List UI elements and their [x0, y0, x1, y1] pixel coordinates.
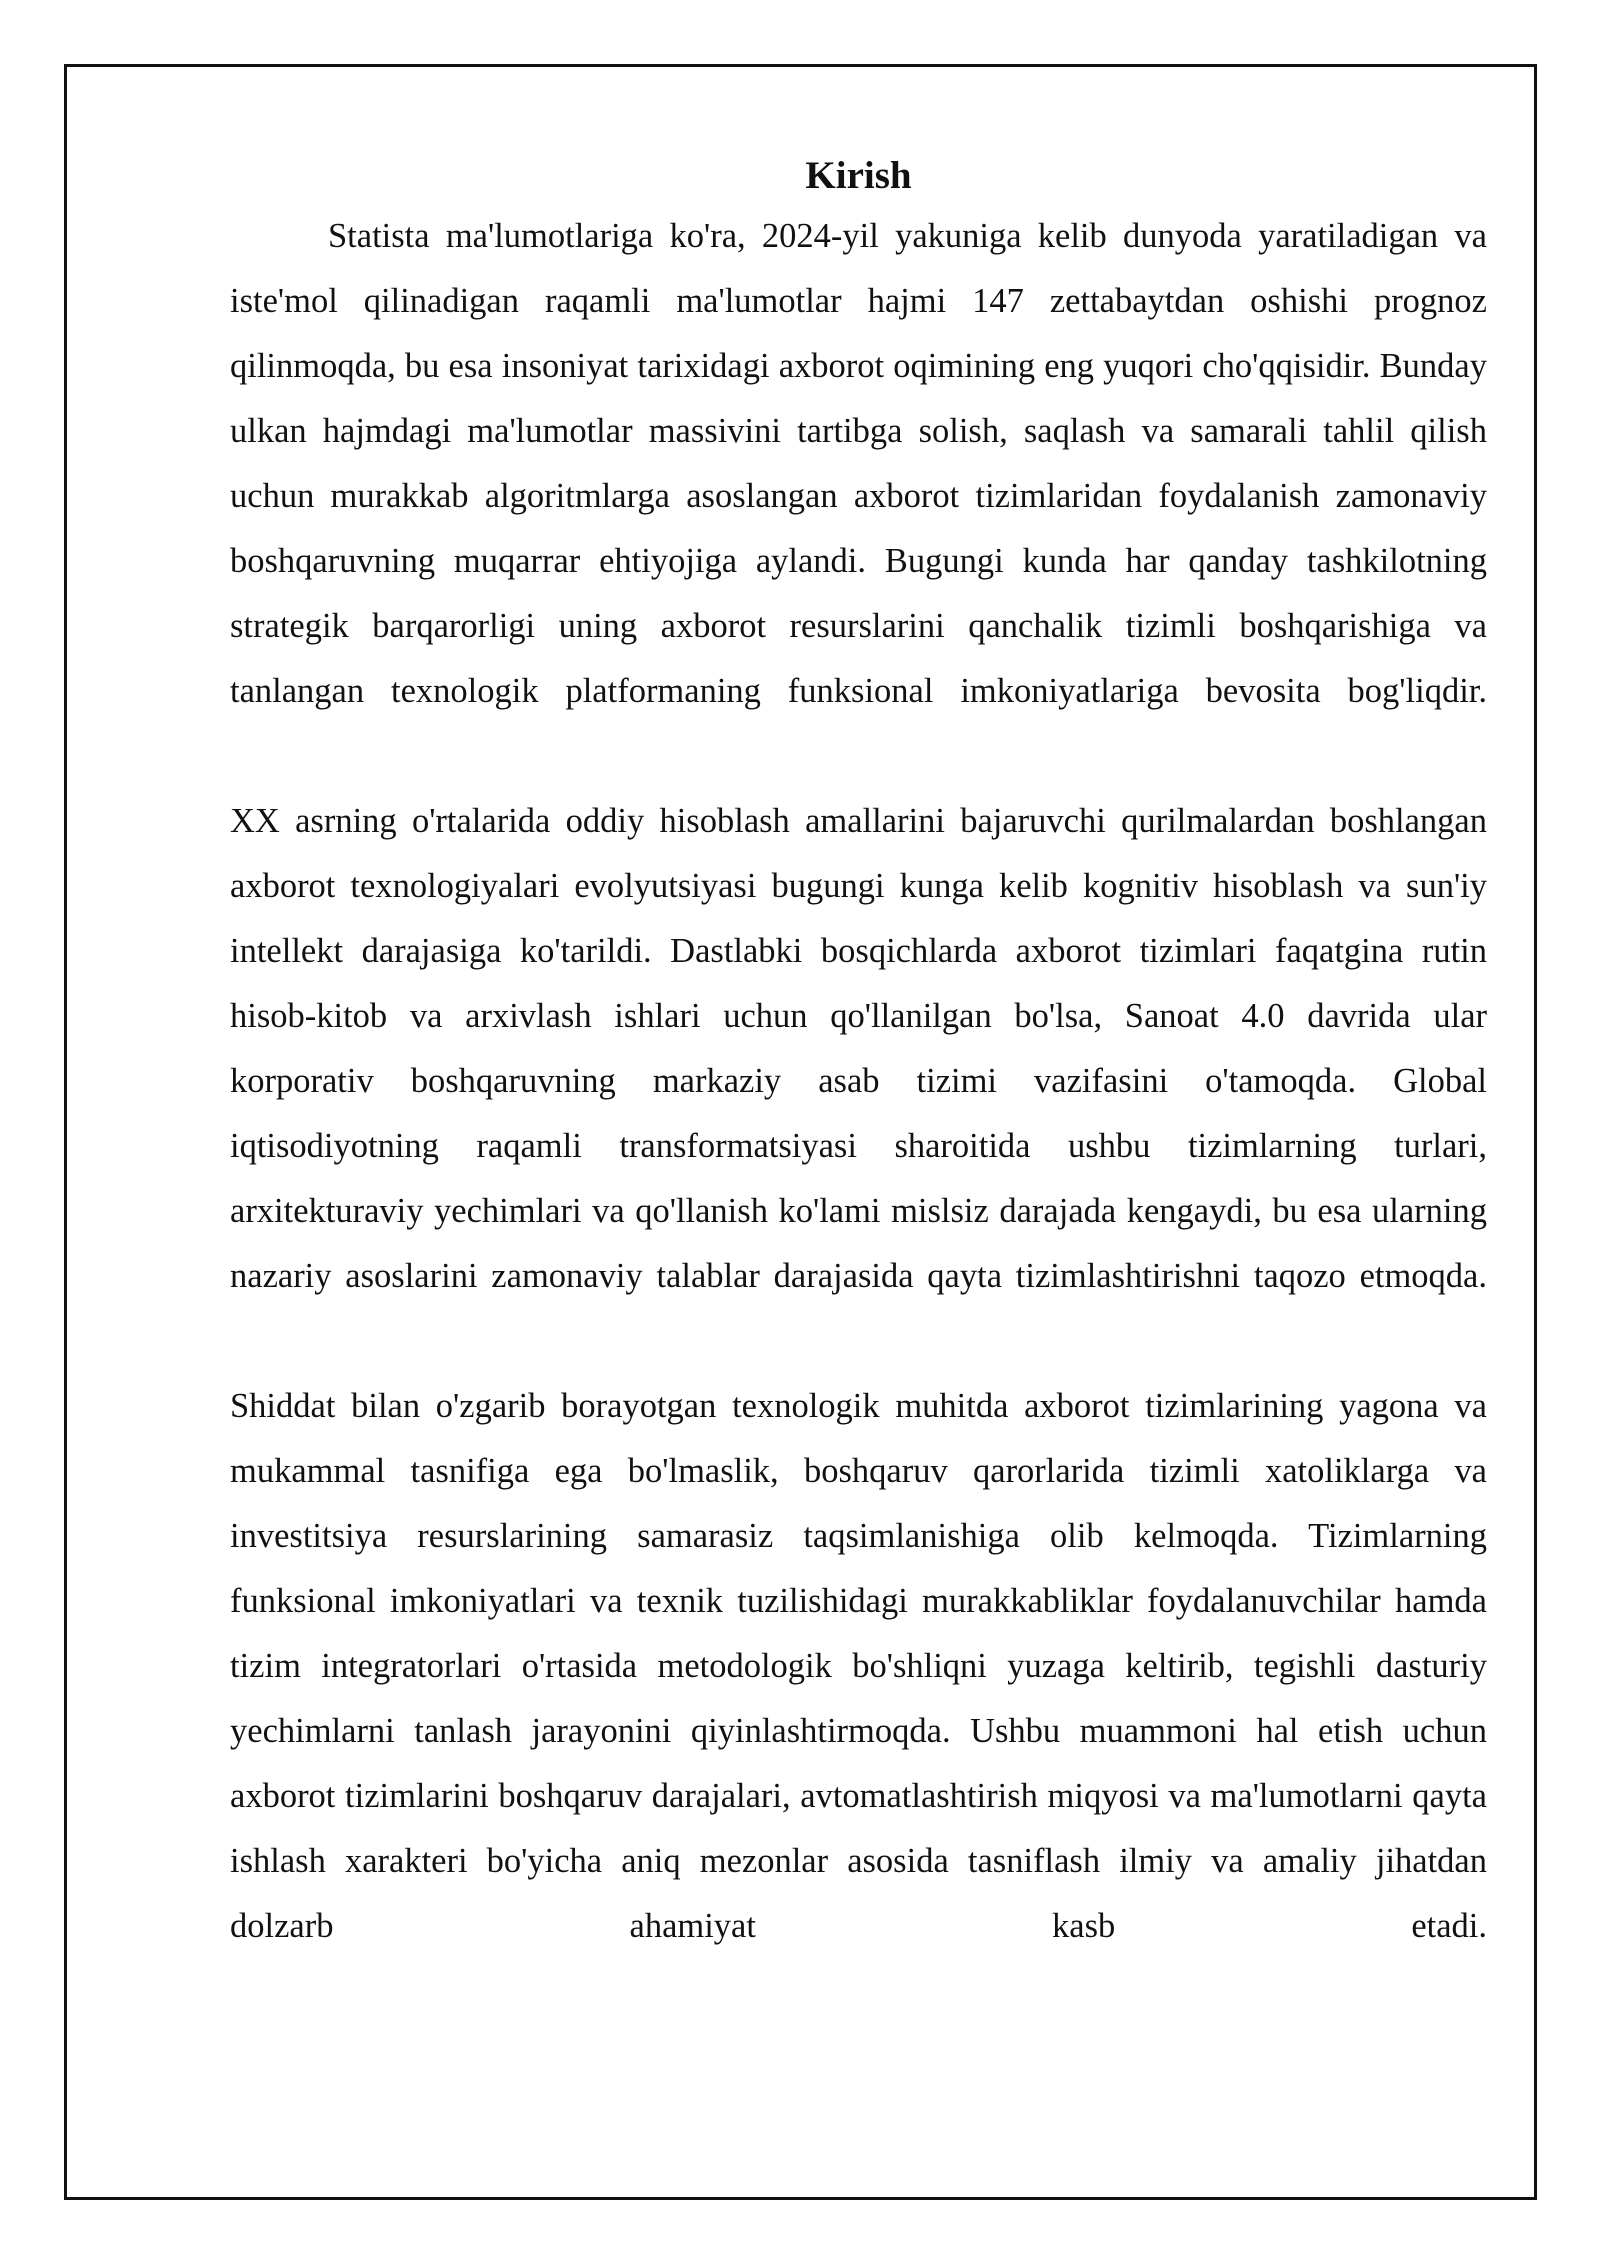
paragraph-1: Statista ma'lumotlariga ko'ra, 2024-yil yakuniga kelib dunyoda yaratiladigan va iste'mol qilinadigan raqamli ma'lumotlar hajmi 147 zettabaytdan oshishi prognoz qilinmoqda, bu esa insoniyat tarixidagi axborot oqimining eng yuqori cho'qqisidir. Bunday ulkan hajmdagi ma'lumotlar massivini tartibga solish, saqlash va samarali tahlil qilish uchun murakkab algoritmlarga asoslangan axborot tizimlaridan foydalanish zamonaviy boshqaruvning muqarrar ehtiyojiga aylandi. Bugungi kunda har qanday tashkilotning strategik barqarorligi uning axborot resurslarini qanchalik tizimli boshqarishiga va tanlangan texnologik platformaning funksional imkoniyatlariga bevosita bog'liqdir.	[230, 217, 1487, 710]
page-title: Kirish	[805, 154, 912, 197]
paragraph-3: Shiddat bilan o'zgarib borayotgan texnologik muhitda axborot tizimlarining yagona va mukammal tasnifiga ega bo'lmaslik, boshqaruv qarorlarida tizimli xatoliklarga va investitsiya resurslarining samarasiz taqsimlanishiga olib kelmoqda. Tizimlarning funksional imkoniyatlari va texnik tuzilishidagi murakkabliklar foydalanuvchilar hamda tizim integratorlari o'rtasida metodologik bo'shliqni yuzaga keltirib, tegishli dasturiy yechimlarni tanlash jarayonini qiyinlashtirmoqda. Ushbu muammoni hal etish uchun axborot tizimlarini boshqaruv darajalari, avtomatlashtirish miqyosi va ma'lumotlarni qayta ishlash xarakteri bo'yicha aniq mezonlar asosida tasniflash ilmiy va amaliy jihatdan dolzarb ahamiyat kasb etadi.	[230, 1387, 1487, 1945]
paragraph-spacer	[230, 1309, 1487, 1374]
paragraph-2: XX asrning o'rtalarida oddiy hisoblash amallarini bajaruvchi qurilmalardan boshlangan axborot texnologiyalari evolyutsiyasi bugungi kunga kelib kognitiv hisoblash va sun'iy intellekt darajasiga ko'tarildi. Dastlabki bosqichlarda axborot tizimlari faqatgina rutin hisob-kitob va arxivlash ishlari uchun qo'llanilgan bo'lsa, Sanoat 4.0 davrida ular korporativ boshqaruvning markaziy asab tizimi vazifasini o'tamoqda. Global iqtisodiyotning raqamli transformatsiyasi sharoitida ushbu tizimlarning turlari, arxitekturaviy yechimlari va qo'llanish ko'lami mislsiz darajada kengaydi, bu esa ularning nazariy asoslarini zamonaviy talablar darajasida qayta tizimlashtirishni taqozo etmoqda.	[230, 802, 1487, 1295]
paragraph-spacer	[230, 724, 1487, 789]
document-body	[230, 148, 1487, 1959]
